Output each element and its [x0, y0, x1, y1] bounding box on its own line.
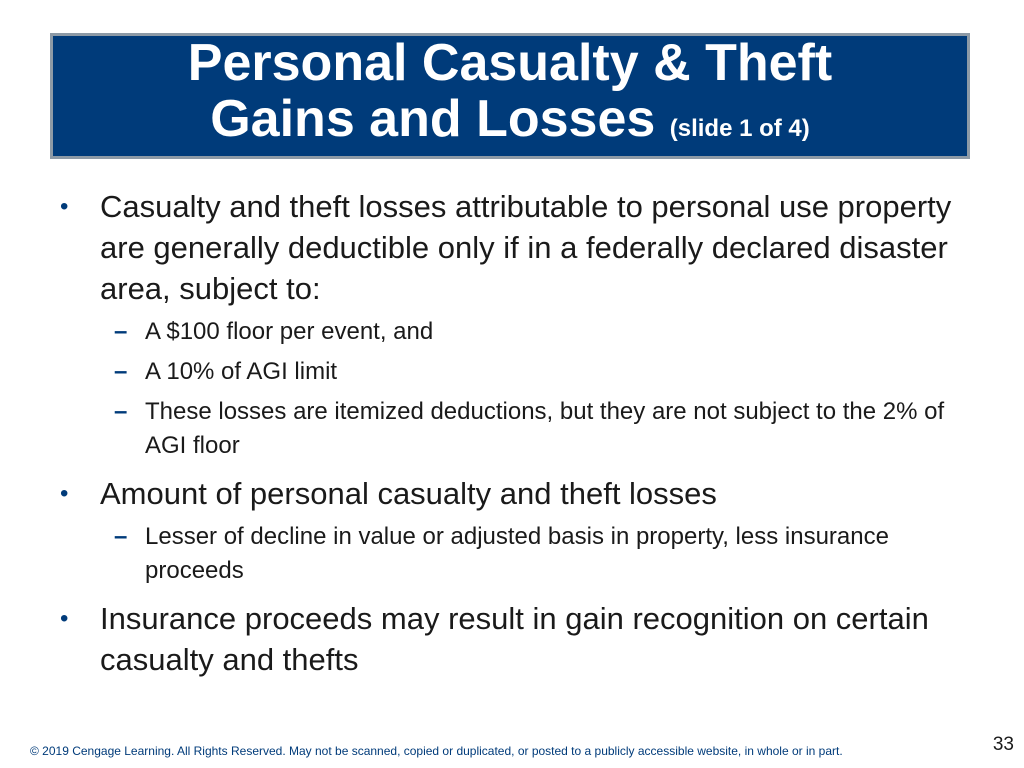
sub-item — [56, 520, 956, 588]
bullet-marker: • — [60, 480, 69, 507]
slide-subtitle: (slide 1 of 4) — [669, 115, 810, 142]
bullet-marker: • — [60, 193, 69, 220]
sub-item — [56, 395, 956, 463]
sub-text: A $100 floor per event, and — [145, 318, 434, 345]
bullet-text: Amount of personal casualty and theft losses — [100, 476, 717, 511]
bullet-item — [56, 598, 956, 680]
slide-title-line-1: Personal Casualty & Theft — [187, 34, 833, 92]
sub-marker: – — [114, 398, 128, 425]
bullet-text: Casualty and theft losses attributable to personal use property are generally deductible only if in a federally declared disaster area, subject to: — [100, 189, 952, 306]
sub-marker: – — [114, 318, 128, 345]
slide-title-line-2 — [53, 91, 967, 157]
sub-item — [56, 315, 956, 349]
slide-title-box — [50, 33, 970, 159]
sub-list — [56, 315, 956, 463]
sub-marker: – — [114, 358, 128, 385]
sub-text: Lesser of decline in value or adjusted basis in property, less insurance proceeds — [145, 523, 889, 584]
bullet-marker: • — [60, 605, 69, 632]
sub-text: A 10% of AGI limit — [145, 358, 338, 385]
bullet-text: Insurance proceeds may result in gain recognition on certain casualty and thefts — [100, 601, 929, 677]
slide-content — [56, 186, 956, 682]
page-number: 33 — [992, 734, 1014, 755]
bullet-item — [56, 186, 956, 309]
sub-marker: – — [114, 523, 128, 550]
sub-item — [56, 355, 956, 389]
sub-list — [56, 520, 956, 588]
slide-title-line-2-text: Gains and Losses — [210, 90, 656, 148]
sub-text: These losses are itemized deductions, but they are not subject to the 2% of AGI floor — [145, 398, 945, 459]
bullet-item — [56, 473, 956, 514]
copyright-footer: © 2019 Cengage Learning. All Rights Reserved. May not be scanned, copied or duplicated, or posted to a publicly accessible website, in whole or in part. — [30, 744, 843, 758]
